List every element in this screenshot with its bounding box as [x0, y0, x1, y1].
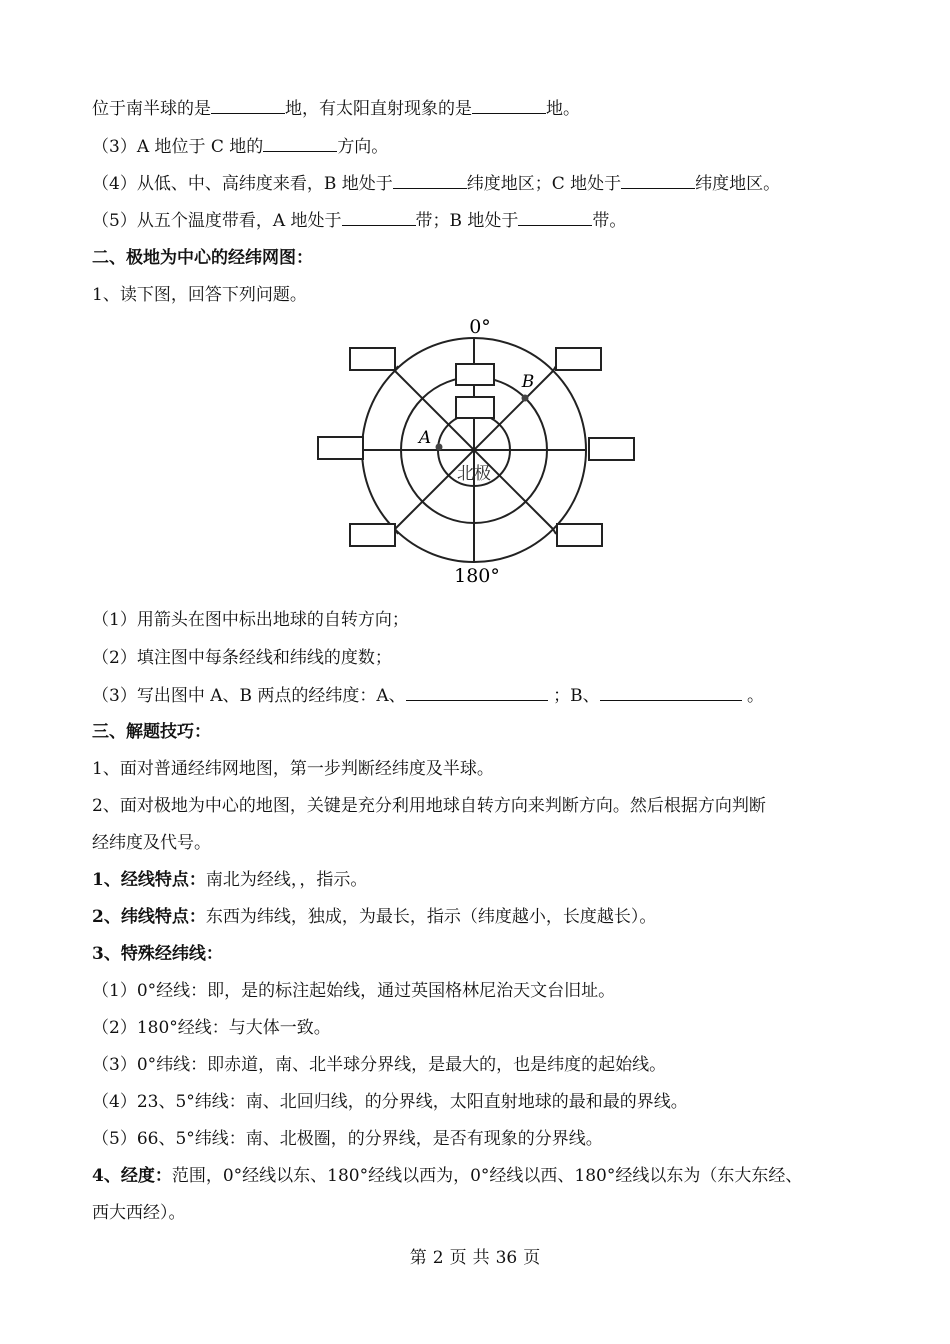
page-number: 2 [432, 1248, 444, 1268]
answer-blank[interactable] [211, 97, 285, 114]
special-lines-heading: 3、特殊经纬线： [92, 944, 223, 964]
answer-blank[interactable] [518, 209, 592, 226]
label-box-w [318, 437, 363, 459]
q5-line: （5）从五个温度带看，A 地处于 带；B 地处于 带。 [92, 211, 627, 231]
point-b-marker [522, 395, 529, 402]
answer-blank[interactable] [472, 97, 546, 114]
special-line-1: （1）0°经线：即，是的标注起始线，通过英国格林尼治天文台旧址。 [92, 981, 616, 1001]
label-box-nw [350, 348, 395, 370]
special-line-4: （4）23、5°纬线：南、北回归线，的分界线，太阳直射地球的最和最的界线。 [92, 1092, 688, 1112]
label-box-lat-outer [456, 364, 494, 385]
parallel-features: 2、纬线特点：东西为纬线，独成，为最长，指示（纬度越小，长度越长）。 [92, 907, 657, 927]
tip-1: 1、面对普通经纬网地图，第一步判断经纬度及半球。 [92, 759, 494, 779]
answer-blank[interactable] [621, 172, 695, 189]
section2-question: 1、读下图，回答下列问题。 [92, 285, 307, 305]
label-box-se [557, 524, 602, 546]
answer-blank-b[interactable] [600, 684, 742, 701]
section2-heading: 二、极地为中心的经纬网图： [92, 248, 313, 268]
point-b-label: B [521, 372, 535, 392]
label-180-degrees: 180° [454, 565, 500, 587]
section2-item3: （3）写出图中 A、B 两点的经纬度：A、 ；B、 。 [92, 686, 764, 706]
label-0-degrees: 0° [469, 316, 491, 338]
answer-blank[interactable] [393, 172, 467, 189]
point-a-marker [436, 444, 443, 451]
label-box-e [589, 438, 634, 460]
total-pages: 36 [495, 1248, 518, 1268]
q2-line: 位于南半球的是 地，有太阳直射现象的是 地。 [92, 99, 580, 119]
longitude-range-cont: 西大西经）。 [92, 1203, 186, 1223]
meridian-features: 1、经线特点：南北为经线，，指示。 [92, 870, 368, 890]
special-line-3: （3）0°纬线：即赤道，南、北半球分界线，是最大的，也是纬度的起始线。 [92, 1055, 667, 1075]
special-line-5: （5）66、5°纬线：南、北极圈，的分界线，是否有现象的分界线。 [92, 1129, 603, 1149]
section3-heading: 三、解题技巧： [92, 722, 211, 742]
q4-line: （4）从低、中、高纬度来看，B 地处于 纬度地区；C 地处于 纬度地区。 [92, 174, 781, 194]
tip-2: 2、面对极地为中心的地图，关键是充分利用地球自转方向来判断方向。然后根据方向判断 [92, 796, 766, 816]
label-box-sw [350, 524, 395, 546]
q3-line: （3）A 地位于 C 地的 方向。 [92, 137, 389, 157]
north-pole-label: 北极 [457, 464, 491, 484]
special-line-2: （2）180°经线：与大体一致。 [92, 1018, 331, 1038]
answer-blank-a[interactable] [406, 684, 548, 701]
label-box-ne [556, 348, 601, 370]
answer-blank[interactable] [342, 209, 416, 226]
section2-item2: （2）填注图中每条经线和纬线的度数； [92, 648, 392, 668]
longitude-range: 4、经度：范围，0°经线以东、180°经线以西为，0°经线以西、180°经线以东为（东大东经、 [92, 1166, 803, 1186]
label-box-lat-middle [456, 397, 494, 418]
page-footer: 第 2 页 共 36 页 [409, 1248, 541, 1268]
point-a-label: A [418, 428, 432, 448]
tip-2-cont: 经纬度及代号。 [92, 833, 211, 853]
polar-grid-diagram [310, 312, 640, 590]
answer-blank[interactable] [263, 135, 337, 152]
section2-item1: （1）用箭头在图中标出地球的自转方向； [92, 610, 409, 630]
